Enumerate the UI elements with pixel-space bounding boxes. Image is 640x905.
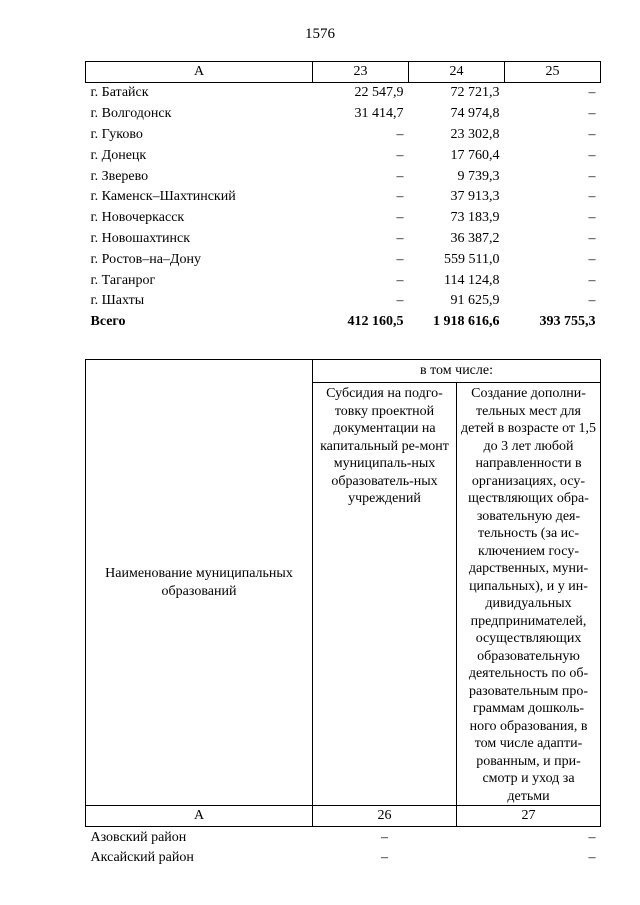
table-row xyxy=(86,187,601,208)
municipality-name: г. Гуково xyxy=(90,126,143,142)
value-col-24: 36 387,2 xyxy=(450,230,500,246)
value-col-25: – xyxy=(588,293,596,309)
value-col-23: – xyxy=(396,147,404,163)
column-header-a: А xyxy=(86,62,313,83)
value-col-27: – xyxy=(588,829,596,845)
value-col-23: – xyxy=(396,230,404,246)
municipality-name: г. Ростов–на–Дону xyxy=(90,251,201,267)
municipality-name: г. Батайск xyxy=(90,85,149,101)
total-col-25: 393 755,3 xyxy=(539,314,596,330)
value-col-24: 37 913,3 xyxy=(450,189,500,205)
value-col-24: 23 302,8 xyxy=(450,126,500,142)
value-col-25: – xyxy=(588,85,596,101)
value-col-25: – xyxy=(588,168,596,184)
column-header-25: 25 xyxy=(505,62,601,83)
column-header-27: Создание дополни-тельных мест для детей в возрасте от 1,5 до 3 лет любой направленности в организациях, осу-ществляющих обра-зовательную дея-тельность (за ис-ключением госу-дарственных, муни-ципальных), и у ин-дивидуальных предпринимателей, осуществляющих образовательную деятельность по об-разовательным про-граммам дошколь-ного образования, в том числе адапти-рованным, и при-смотр и уход за детьми xyxy=(457,383,601,806)
table-row xyxy=(86,83,601,104)
municipality-name: г. Новошахтинск xyxy=(90,230,191,246)
table-row xyxy=(86,166,601,187)
municipality-name: г. Зверево xyxy=(90,168,149,184)
value-col-24: 72 721,3 xyxy=(450,85,500,101)
municipality-name: г. Каменск–Шахтинский xyxy=(90,189,236,205)
value-col-25: – xyxy=(588,126,596,142)
table-header-row xyxy=(86,62,601,83)
column-letter-a: А xyxy=(86,806,313,827)
value-col-23: – xyxy=(396,293,404,309)
value-col-23: – xyxy=(396,126,404,142)
value-col-23: – xyxy=(396,272,404,288)
value-col-23: 31 414,7 xyxy=(354,106,404,122)
column-header-23: 23 xyxy=(313,62,409,83)
including-header: в том числе: xyxy=(313,360,601,383)
value-col-24: 114 124,8 xyxy=(444,272,500,288)
value-col-24: 74 974,8 xyxy=(450,106,500,122)
column-letter-26: 26 xyxy=(313,806,457,827)
value-col-23: – xyxy=(396,251,404,267)
column-header-24: 24 xyxy=(409,62,505,83)
table-row xyxy=(86,249,601,270)
table-row xyxy=(86,848,601,869)
municipality-column-header: Наименование муниципальных образований xyxy=(86,360,313,806)
table-row xyxy=(86,229,601,250)
value-col-25: – xyxy=(588,272,596,288)
table-budget-columns-23-25 xyxy=(85,61,601,333)
value-col-23: – xyxy=(396,189,404,205)
value-col-24: 9 739,3 xyxy=(457,168,500,184)
municipality-name: Аксайский район xyxy=(90,850,194,865)
table-row xyxy=(86,125,601,146)
column-letter-27: 27 xyxy=(457,806,601,827)
value-col-25: – xyxy=(588,189,596,205)
value-col-26: – xyxy=(381,829,388,845)
value-col-24: 91 625,9 xyxy=(450,293,500,309)
municipality-name: г. Волгодонск xyxy=(90,106,172,122)
table-row xyxy=(86,104,601,125)
value-col-25: – xyxy=(588,230,596,246)
municipality-name: Азовский район xyxy=(90,829,187,845)
table-row xyxy=(86,291,601,312)
total-col-23: 412 160,5 xyxy=(347,314,404,330)
value-col-24: 17 760,4 xyxy=(450,147,500,163)
value-col-27: – xyxy=(588,850,596,865)
total-label: Всего xyxy=(90,314,126,330)
table-budget-columns-26-27 xyxy=(85,359,601,868)
value-col-25: – xyxy=(588,147,596,163)
municipality-name: г. Донецк xyxy=(90,147,147,163)
municipality-name: г. Шахты xyxy=(90,293,145,309)
municipality-name: г. Новочеркасск xyxy=(90,210,185,226)
value-col-24: 73 183,9 xyxy=(450,210,500,226)
header-row-letters xyxy=(86,806,601,827)
total-row xyxy=(86,312,601,333)
value-col-23: 22 547,9 xyxy=(354,85,404,101)
header-row-top xyxy=(86,360,601,383)
value-col-23: – xyxy=(396,210,404,226)
table-row xyxy=(86,145,601,166)
column-header-26: Субсидия на подго-товку проектной документации на капитальный ре-монт муниципаль-ных образователь-ных учреждений xyxy=(313,383,457,806)
value-col-24: 559 511,0 xyxy=(444,251,500,267)
table-row xyxy=(86,208,601,229)
table-row xyxy=(86,270,601,291)
page-number: 1576 xyxy=(305,26,335,42)
value-col-23: – xyxy=(396,168,404,184)
value-col-25: – xyxy=(588,251,596,267)
total-col-24: 1 918 616,6 xyxy=(433,314,500,330)
table-row xyxy=(86,827,601,848)
value-col-25: – xyxy=(588,210,596,226)
value-col-26: – xyxy=(381,850,388,865)
value-col-25: – xyxy=(588,106,596,122)
municipality-name: г. Таганрог xyxy=(90,272,156,288)
